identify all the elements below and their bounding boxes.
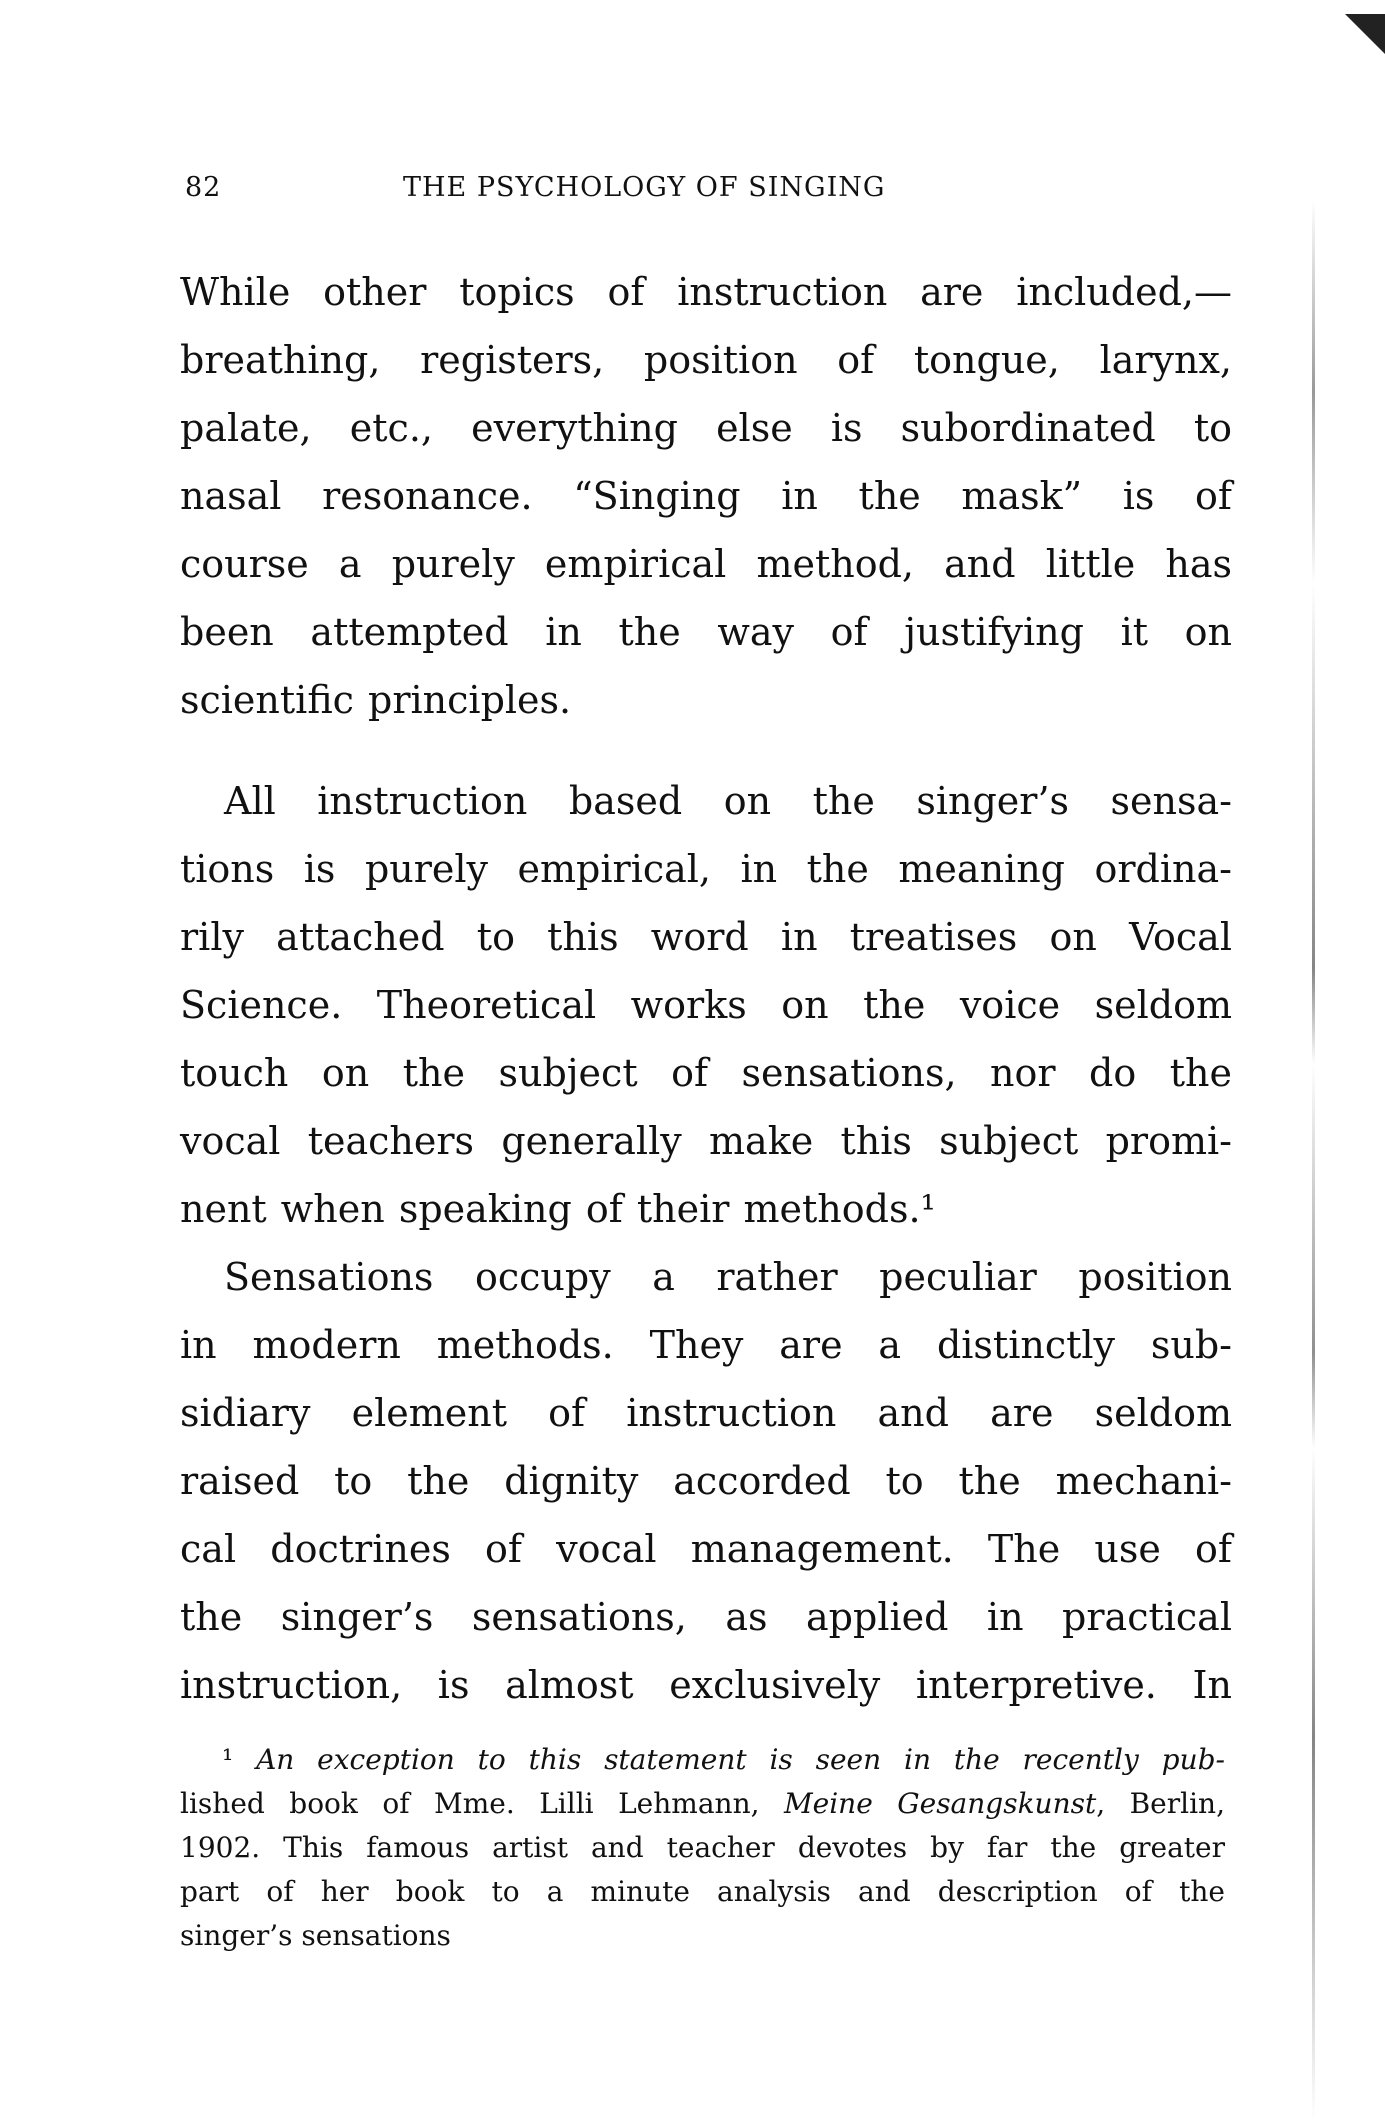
- text-line: rily attached to this word in treatises on Vocal: [180, 915, 1232, 959]
- text-segment: singer’s sensations: [180, 1919, 451, 1952]
- text-line: nent when speaking of their methods.¹: [180, 1187, 936, 1231]
- footnote-line: [180, 1914, 1225, 1958]
- text-line: scientific principles.: [180, 678, 572, 722]
- text-segment: 1902. This famous artist and teacher devotes by far the greater: [180, 1831, 1225, 1864]
- text-line: tions is purely empirical, in the meaning ordina-: [180, 847, 1232, 891]
- italic-text: Meine Gesangskunst: [783, 1787, 1097, 1820]
- text-segment: part of her book to a minute analysis and description of the: [180, 1875, 1225, 1908]
- paragraph: [180, 258, 1232, 734]
- footnote-line: [180, 1738, 1225, 1782]
- text-line: the singer’s sensations, as applied in practical: [180, 1595, 1232, 1639]
- footnote-line: [180, 1782, 1225, 1826]
- text-line: in modern methods. They are a distinctly sub-: [180, 1323, 1232, 1367]
- text-line: Science. Theoretical works on the voice seldom: [180, 983, 1232, 1027]
- text-line: raised to the dignity accorded to the mechani-: [180, 1459, 1232, 1503]
- text-line: breathing, registers, position of tongue, larynx,: [180, 338, 1232, 382]
- text-line: Sensations occupy a rather peculiar position: [224, 1255, 1232, 1299]
- scan-corner-mark: [1345, 14, 1385, 54]
- footnote: [180, 1738, 1225, 1958]
- text-segment: ¹: [222, 1743, 257, 1776]
- paragraph: [180, 1243, 1232, 1719]
- paragraph: [180, 767, 1232, 1243]
- text-line: touch on the subject of sensations, nor do the: [180, 1051, 1232, 1095]
- running-title: THE PSYCHOLOGY OF SINGING: [403, 172, 886, 203]
- footnote-line: [180, 1870, 1225, 1914]
- text-line: instruction, is almost exclusively interpretive. In: [180, 1663, 1232, 1707]
- page-number: 82: [185, 172, 222, 203]
- text-line: palate, etc., everything else is subordinated to: [180, 406, 1232, 450]
- text-segment: , Berlin,: [1096, 1787, 1225, 1820]
- text-line: vocal teachers generally make this subject promi-: [180, 1119, 1232, 1163]
- text-segment: lished book of Mme. Lilli Lehmann,: [180, 1787, 784, 1820]
- text-line: nasal resonance. “Singing in the mask” is of: [180, 474, 1232, 518]
- text-line: cal doctrines of vocal management. The use of: [180, 1527, 1232, 1571]
- text-line: been attempted in the way of justifying it on: [180, 610, 1232, 654]
- text-line: course a purely empirical method, and little has: [180, 542, 1232, 586]
- text-line: sidiary element of instruction and are seldom: [180, 1391, 1232, 1435]
- text-line: All instruction based on the singer’s sensa-: [224, 779, 1232, 823]
- body-text: [180, 258, 1232, 1719]
- footnote-line: [180, 1826, 1225, 1870]
- text-line: While other topics of instruction are included,—: [180, 270, 1232, 314]
- scan-edge-shadow: [1312, 200, 1315, 2121]
- paragraph-gap: [180, 734, 1232, 767]
- italic-text: An exception to this statement is seen in the recently pub-: [256, 1743, 1225, 1776]
